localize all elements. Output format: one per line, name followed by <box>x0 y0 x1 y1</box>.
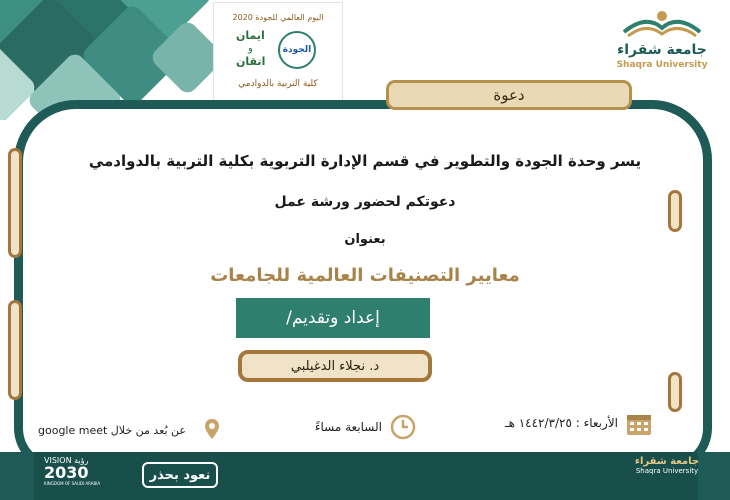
invitation-line-1: يسر وحدة الجودة والتطوير في قسم الإدارة التربوية بكلية التربية بالدوادمي <box>88 152 642 170</box>
right-side-ornament-lower <box>668 372 682 412</box>
vision-label: VISION رؤية <box>44 456 89 465</box>
workshop-title: معايير التصنيفات العالمية للجامعات <box>210 265 520 286</box>
invitation-line-2: دعوتكم لحضور ورشة عمل <box>274 194 456 210</box>
footer-inner <box>34 452 698 500</box>
event-time: السابعة مساءً <box>314 420 382 434</box>
quality-logo-line2: ايمان <box>236 29 265 42</box>
quality-day-logo <box>213 2 343 102</box>
vision-year: 2030 <box>44 463 89 482</box>
quality-logo-college: كلية التربية بالدوادمي <box>238 79 318 89</box>
quality-badge-icon <box>278 31 316 69</box>
left-side-ornament-lower <box>8 300 22 400</box>
calendar-icon <box>626 412 652 436</box>
prepared-by-label: إعداد وتقديم/ <box>286 308 380 328</box>
vision-country: KINGDOM OF SAUDI ARABIA <box>44 481 101 486</box>
event-date: الأربعاء : ١٤٤٢/٣/٢٥ هـ <box>505 416 618 430</box>
presenter-name: د. نجلاء الدغيلبي <box>290 358 380 374</box>
right-side-ornament <box>668 190 682 232</box>
slogan-text: نعود بحذر <box>149 467 211 483</box>
book-logo-icon <box>606 4 718 42</box>
quality-logo-line3: و <box>248 43 253 54</box>
location-pin-icon <box>204 418 220 440</box>
presenter-banner <box>238 350 432 382</box>
invitation-title: دعوة <box>493 86 525 104</box>
quality-logo-line4: اتقان <box>236 55 266 68</box>
footer-university-name-ar: جامعة شقراء <box>634 456 700 467</box>
vision-2030-logo <box>44 456 114 496</box>
university-name-ar: جامعة شقراء <box>617 42 707 58</box>
event-location: عن بُعد من خلال google meet <box>38 424 186 437</box>
university-name-en: Shaqra University <box>616 60 708 70</box>
university-logo <box>606 4 718 72</box>
prepared-by-box <box>236 298 430 338</box>
left-side-ornament <box>8 148 22 258</box>
slogan-badge <box>142 462 218 488</box>
footer-university-logo <box>632 456 702 496</box>
invitation-line-3: بعنوان <box>344 232 386 247</box>
clock-icon <box>390 414 416 440</box>
quality-badge-text: الجودة <box>282 45 312 55</box>
footer-university-name-en: Shaqra University <box>635 467 699 475</box>
invitation-title-banner <box>386 80 632 110</box>
quality-logo-line1: اليوم العالمي للجودة 2020 <box>232 13 324 22</box>
